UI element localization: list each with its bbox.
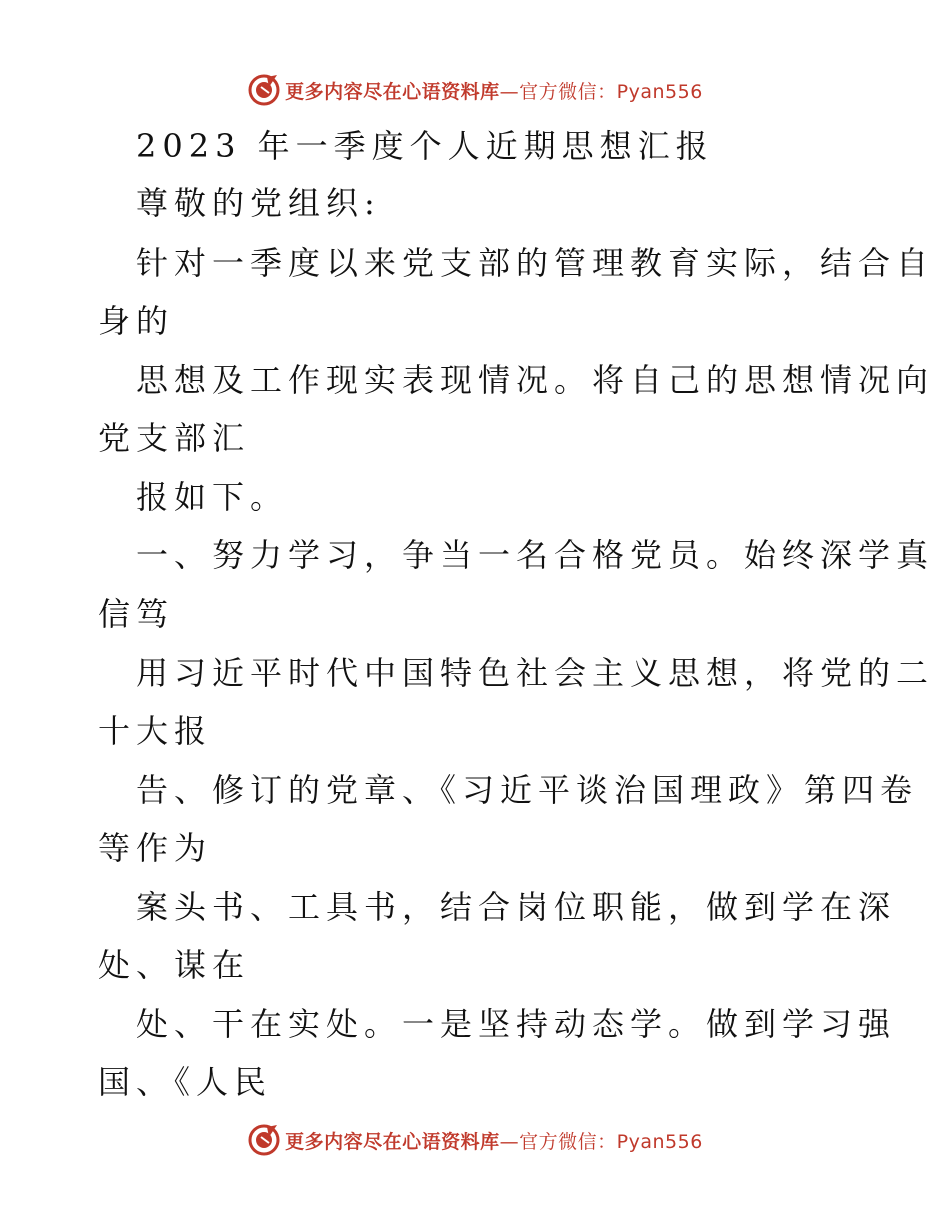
paragraph-line: 报如下。 [136, 478, 289, 516]
paragraph-line: 国、《人民 [98, 1063, 273, 1101]
paragraph-line: 思想及工作现实表现情况。将自己的思想情况向 [136, 361, 935, 399]
paragraph-line: 针对一季度以来党支部的管理教育实际，结合自 [136, 244, 935, 282]
header-watermark-text [285, 77, 703, 104]
header-watermark-suffix: 官方微信：Pyan556 [519, 80, 703, 103]
paragraph-line: 一、努力学习，争当一名合格党员。始终深学真 [136, 536, 935, 574]
paragraph-line: 案头书、工具书，结合岗位职能，做到学在深 [136, 888, 897, 926]
header-watermark-banner [0, 70, 950, 110]
document-title: 2023 年一季度个人近期思想汇报 [136, 127, 714, 165]
footer-watermark-text [285, 1127, 703, 1154]
paragraph-line: 告、修订的党章、《习近平谈治国理政》第四卷 [136, 771, 919, 809]
pen-circle-logo-icon [247, 1123, 281, 1157]
salutation: 尊敬的党组织: [136, 184, 381, 222]
footer-watermark-banner [0, 1120, 950, 1160]
footer-watermark-prefix: 更多内容尽在心语资料库 [285, 1130, 500, 1153]
paragraph-line: 等作为 [98, 829, 213, 867]
paragraph-line: 处、谋在 [98, 946, 251, 984]
paragraph-line: 处、干在实处。一是坚持动态学。做到学习强 [136, 1005, 897, 1043]
header-watermark-dash: — [499, 80, 520, 103]
paragraph-line: 信笃 [98, 595, 175, 633]
footer-watermark-dash: — [499, 1130, 520, 1153]
paragraph-line: 党支部汇 [98, 419, 251, 457]
footer-watermark-suffix: 官方微信：Pyan556 [519, 1130, 703, 1153]
paragraph-line: 身的 [98, 302, 175, 340]
paragraph-line: 用习近平时代中国特色社会主义思想，将党的二 [136, 654, 935, 692]
pen-circle-logo-icon [247, 73, 281, 107]
paragraph-line: 十大报 [98, 712, 213, 750]
header-watermark-prefix: 更多内容尽在心语资料库 [285, 80, 500, 103]
